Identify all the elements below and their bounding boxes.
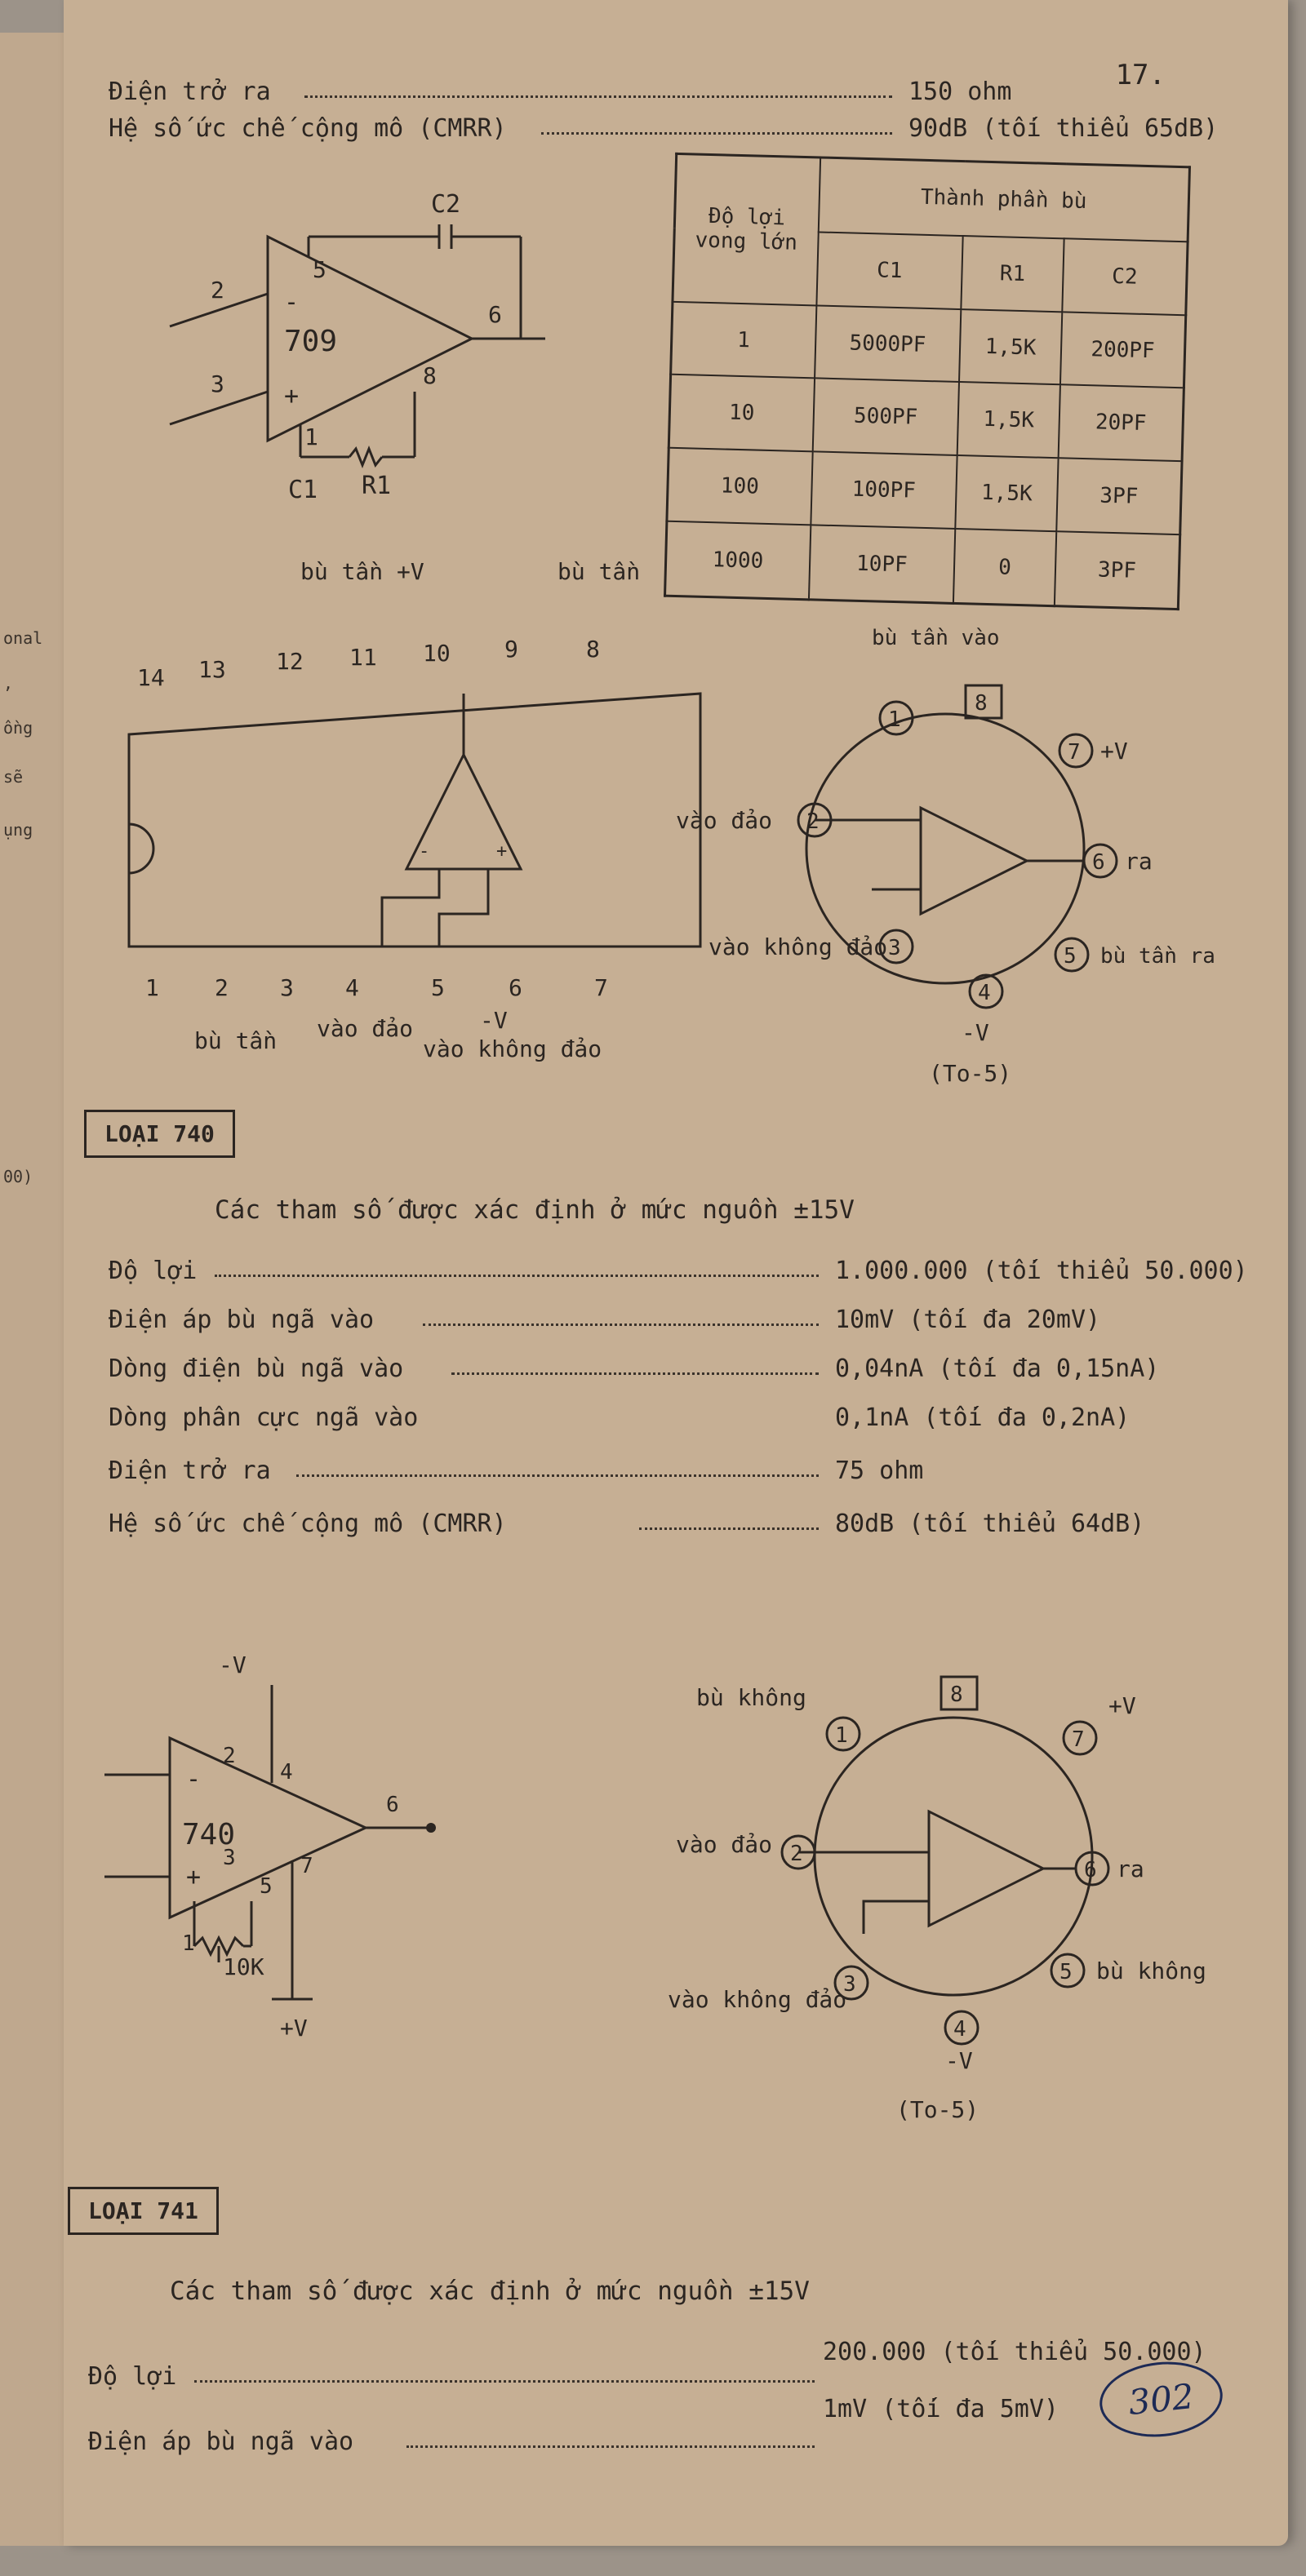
top-label-bu-tan: bù tần <box>557 558 641 585</box>
to5-pin: 6 <box>1092 850 1105 875</box>
spec-label: Điện áp bù ngã vào <box>88 2427 354 2456</box>
plus-sign: + <box>186 1863 202 1891</box>
compensation-table <box>664 153 1191 610</box>
label-plus-v: +V <box>1100 738 1128 765</box>
dot-leader <box>541 132 892 135</box>
spec-value: 0,1nA (tối đa 0,2nA) <box>835 1403 1131 1432</box>
label-bu-tan-ra: bù tần ra <box>1100 944 1215 969</box>
document-page <box>64 0 1288 2546</box>
dot-leader <box>215 1275 819 1277</box>
spec-row <box>88 2395 1059 2456</box>
spec-value: 200.000 (tối thiểu 50.000) <box>823 2338 1206 2366</box>
table-row <box>671 301 1186 388</box>
package-label: (To-5) <box>929 1060 1012 1087</box>
plus-sign: + <box>496 841 508 862</box>
pin-number: 3 <box>280 974 294 1001</box>
to5-pin: 8 <box>950 1683 963 1707</box>
table-subheader: C1 <box>816 232 963 309</box>
spec-value: 80dB (tối thiểu 64dB) <box>835 1510 1145 1538</box>
table-cell: 1,5K <box>957 383 1060 459</box>
to5-pin: 4 <box>953 2017 966 2042</box>
dot-leader <box>451 1372 819 1375</box>
spec-value: 75 ohm <box>835 1456 924 1485</box>
spec-label: Hệ số ức chế cộng mô (CMRR) <box>109 1510 507 1538</box>
table-cell: 200PF <box>1060 312 1186 388</box>
spec-value: 150 ohm <box>908 78 1012 106</box>
to5-709-pinout <box>676 604 1288 1110</box>
dot-leader <box>194 2380 815 2383</box>
dip-body <box>129 694 700 947</box>
to5-pin: 5 <box>1059 1960 1073 1984</box>
pin-number: 2 <box>215 974 229 1001</box>
pin-number: 9 <box>504 636 518 663</box>
to5-pin: 2 <box>790 1842 803 1866</box>
dot-leader <box>296 1474 819 1477</box>
bottom-label-bu-tan: bù tần <box>194 1027 278 1054</box>
minus-sign: - <box>419 841 430 862</box>
bottom-label-vao-dao: vào đảo <box>317 1015 414 1042</box>
minus-sign: - <box>186 1765 202 1793</box>
pin-number: 6 <box>509 974 522 1001</box>
spec-row <box>109 1456 924 1485</box>
to5-pin: 6 <box>1084 1858 1097 1882</box>
to5-pin: 3 <box>888 936 901 960</box>
pin-label: 3 <box>223 1846 236 1870</box>
pin-label: 4 <box>280 1760 293 1785</box>
left-fragment: ồng <box>3 718 33 738</box>
table-cell: 3PF <box>1056 459 1182 535</box>
table-cell: 1,5K <box>955 455 1058 531</box>
table-cell: 100PF <box>811 452 957 530</box>
handwritten-page-note: 302 <box>1096 2356 1227 2442</box>
section-title-741: LOẠI 741 <box>68 2187 219 2235</box>
to5-opamp-symbol <box>921 808 1027 914</box>
spec-label: Điện trở ra <box>109 1456 271 1485</box>
label-ra: ra <box>1125 848 1153 875</box>
package-label: (To-5) <box>896 2096 980 2123</box>
pin-number: 11 <box>349 644 377 671</box>
table-cell: 1,5K <box>959 309 1062 385</box>
pin-number: 5 <box>431 974 445 1001</box>
table-subheader: C2 <box>1062 238 1188 315</box>
pin-number: 13 <box>198 656 226 683</box>
minus-sign: - <box>284 288 300 317</box>
table-row <box>665 521 1180 610</box>
opamp-740-label: 740 <box>182 1818 236 1851</box>
table-cell: 3PF <box>1055 532 1180 610</box>
to5-pin: 5 <box>1064 944 1077 969</box>
spec-label: Hệ số ức chế cộng mô (CMRR) <box>109 114 507 143</box>
section-title-740: LOẠI 740 <box>84 1110 235 1158</box>
to5-pin: 4 <box>978 981 991 1005</box>
left-fragment: , <box>3 673 14 693</box>
c2-label: C2 <box>431 190 461 219</box>
label-bu-khong: bù không <box>696 1684 806 1711</box>
to5-pin: 7 <box>1068 740 1081 765</box>
spec-row-output-resistance <box>109 78 1012 106</box>
c1-label: C1 <box>288 476 318 504</box>
opamp-709-label: 709 <box>284 325 338 358</box>
pin-label: 1 <box>182 1931 195 1956</box>
spec-row-cmrr <box>109 114 1219 143</box>
pin-number: 10 <box>423 640 451 667</box>
pin-number: 8 <box>586 636 600 663</box>
dot-leader <box>423 1323 819 1326</box>
pin-label: 8 <box>423 362 437 389</box>
to5-pin: 1 <box>888 707 901 732</box>
plus-v-label: +V <box>280 2015 308 2042</box>
plus-sign: + <box>284 382 300 410</box>
label-vao-dao: vào đảo <box>676 1831 773 1858</box>
label-bu-khong-right: bù không <box>1096 1957 1206 1984</box>
to5-pin: 7 <box>1072 1727 1085 1752</box>
dip-notch <box>129 824 153 873</box>
spec-row <box>109 1257 1248 1285</box>
spec-value: 0,04nA (tối đa 0,15nA) <box>835 1355 1160 1383</box>
spec-row <box>109 1355 1160 1383</box>
dip14-package-diagram <box>113 555 733 1110</box>
spec-label: Độ lợi <box>88 2362 177 2391</box>
bottom-label-vao-khong-dao: vào không đảo <box>423 1035 602 1062</box>
table-cell: 1 <box>671 301 816 379</box>
pin-number: 1 <box>145 974 159 1001</box>
spec-row <box>109 1306 1101 1334</box>
left-fragment: onal <box>3 628 43 648</box>
spec-value: 10mV (tối đa 20mV) <box>835 1306 1101 1334</box>
table-cell: 10PF <box>809 525 956 604</box>
table-cell: 1000 <box>665 521 811 600</box>
pin-label: 5 <box>260 1874 273 1899</box>
to5-outline <box>815 1718 1092 1995</box>
pin-label: 7 <box>300 1854 313 1878</box>
bottom-label-minus-v: -V <box>480 1007 508 1034</box>
spec-value: 1mV (tối đa 5mV) <box>823 2395 1059 2423</box>
top-label-bu-tan-plus-v: bù tần +V <box>300 558 424 585</box>
opamp-709-schematic <box>145 188 602 514</box>
pin-label: 6 <box>488 301 502 328</box>
label-bu-tan-vao: bù tần vào <box>872 626 1000 650</box>
spec-label: Dòng điện bù ngã vào <box>109 1355 404 1383</box>
spec-row <box>109 1510 1145 1538</box>
spec-label: Độ lợi <box>109 1257 198 1285</box>
pin-number: 7 <box>594 974 608 1001</box>
section-741-subheading: Các tham số được xác định ở mức nguồn ±15V <box>170 2277 810 2306</box>
table-cell: 5000PF <box>815 305 962 383</box>
to5-opamp-symbol <box>929 1811 1043 1926</box>
table-cell: 0 <box>953 529 1056 605</box>
label-vao-khong-dao: vào không đảo <box>668 1986 847 2013</box>
pin-label: 2 <box>211 277 224 304</box>
dot-leader <box>406 2445 815 2448</box>
to5-740-pinout <box>619 1640 1239 2162</box>
left-fragment: 00) <box>3 1167 33 1186</box>
label-vao-khong-dao: vào không đảo <box>709 933 888 960</box>
pin-number: 4 <box>345 974 359 1001</box>
table-header-compensation: Thành phần bù <box>818 157 1189 242</box>
dot-leader <box>304 95 892 98</box>
spec-row <box>109 1403 1131 1432</box>
r1-label: R1 <box>362 472 392 500</box>
to5-pin: 2 <box>806 809 820 834</box>
to5-pin: 3 <box>843 1972 856 1997</box>
left-fragment: ụng <box>3 820 33 840</box>
label-plus-v: +V <box>1108 1692 1136 1719</box>
pin-number: 12 <box>276 648 304 675</box>
left-facing-page <box>0 33 66 2546</box>
to5-pin: 1 <box>835 1723 848 1748</box>
section-740-subheading: Các tham số được xác định ở mức nguồn ±15V <box>215 1195 855 1225</box>
table-cell: 20PF <box>1059 385 1184 462</box>
pin-label: 1 <box>304 423 318 450</box>
pin-label: 6 <box>386 1793 399 1817</box>
table-header-gain: Độ lợi vong lớn <box>673 153 820 305</box>
label-minus-v: -V <box>962 1019 989 1046</box>
to5-pin: 8 <box>975 691 988 716</box>
opamp-740-schematic <box>104 1640 545 2048</box>
table-row <box>669 375 1184 461</box>
spec-row <box>88 2338 1206 2391</box>
resistor-label: 10K <box>223 1953 264 1980</box>
pin-label: 3 <box>211 370 224 397</box>
pin-label: 2 <box>223 1744 236 1768</box>
spec-value: 1.000.000 (tối thiểu 50.000) <box>835 1257 1248 1285</box>
table-subheader: R1 <box>961 236 1064 312</box>
pin-label: 5 <box>313 256 326 283</box>
spec-label: Điện áp bù ngã vào <box>109 1306 375 1334</box>
pin-number: 14 <box>137 664 165 691</box>
table-cell: 500PF <box>812 379 959 456</box>
left-fragment: sẽ <box>3 767 24 787</box>
table-row <box>667 448 1182 534</box>
table-cell: 10 <box>669 375 814 452</box>
label-vao-dao: vào đảo <box>676 807 773 834</box>
dot-leader <box>639 1527 819 1530</box>
label-ra: ra <box>1117 1856 1144 1882</box>
label-minus-v: -V <box>945 2047 973 2074</box>
spec-label: Điện trở ra <box>109 78 271 106</box>
minus-v-label: -V <box>219 1652 247 1678</box>
spec-value: 90dB (tối thiểu 65dB) <box>908 114 1219 143</box>
table-cell: 100 <box>667 448 812 525</box>
spec-label: Dòng phân cực ngã vào <box>109 1403 419 1432</box>
page-number: 17. <box>1115 59 1166 91</box>
